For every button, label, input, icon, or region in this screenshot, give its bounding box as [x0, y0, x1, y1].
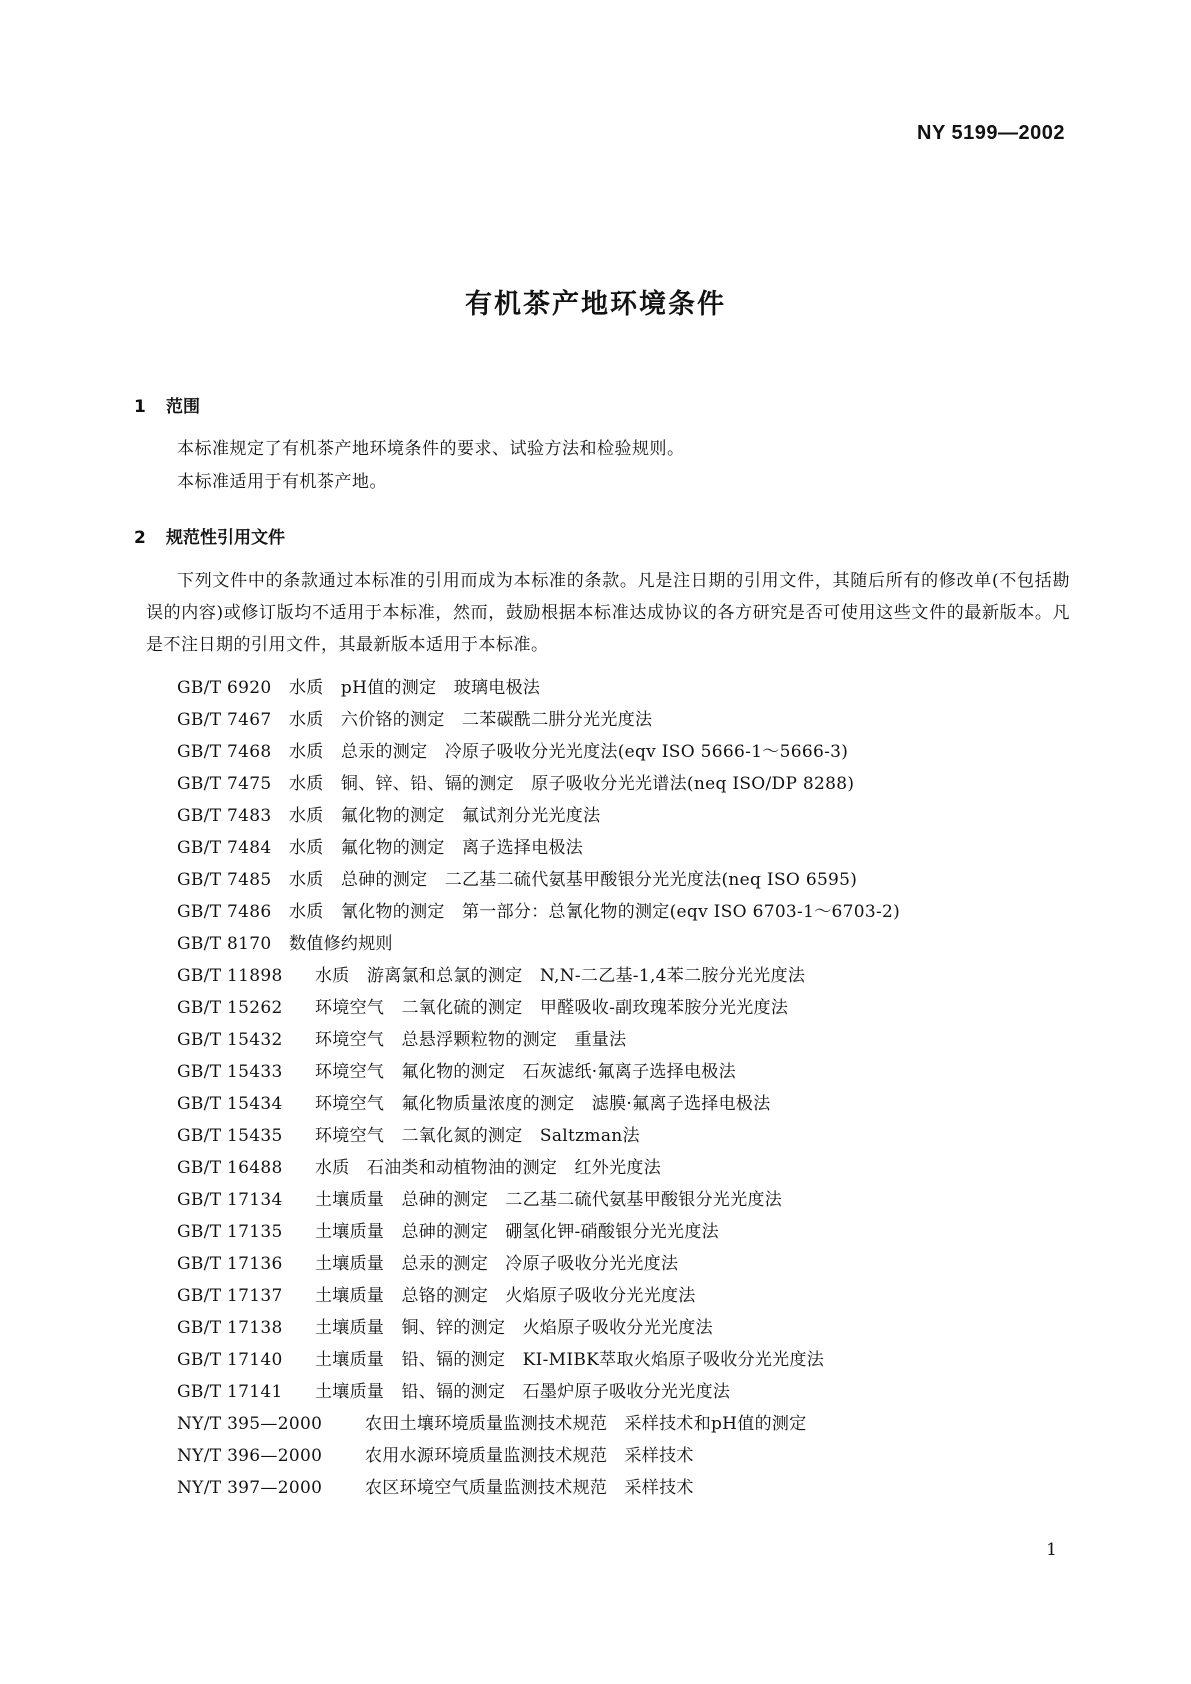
- reference-code: GB/T 17137: [177, 1286, 283, 1306]
- reference-title: 水质 游离氯和总氯的测定 N,N-二乙基-1,4苯二胺分光光度法: [315, 966, 806, 986]
- reference-item: [177, 1472, 900, 1504]
- reference-item: [177, 1408, 900, 1440]
- reference-title: 农田土壤环境质量监测技术规范 采样技术和pH值的测定: [365, 1414, 807, 1434]
- reference-title: 农区环境空气质量监测技术规范 采样技术: [365, 1478, 694, 1498]
- reference-code: GB/T 7475: [177, 774, 272, 794]
- reference-code: GB/T 11898: [177, 966, 283, 986]
- reference-item: [177, 1088, 900, 1120]
- reference-title: 土壤质量 铜、锌的测定 火焰原子吸收分光光度法: [315, 1318, 713, 1338]
- reference-item: [177, 672, 900, 704]
- reference-title: 数值修约规则: [289, 934, 393, 954]
- reference-code: GB/T 7486: [177, 902, 272, 922]
- reference-code: GB/T 7484: [177, 838, 272, 858]
- reference-item: [177, 1024, 900, 1056]
- section-title: 规范性引用文件: [166, 528, 285, 548]
- references-intro-paragraph: 下列文件中的条款通过本标准的引用而成为本标准的条款。凡是注日期的引用文件，其随后所有的修改单(不包括勘误的内容)或修订版均不适用于本标准，然而，鼓励根据本标准达成协议的各方研究是否可使用这些文件的最新版本。凡是不注日期的引用文件，其最新版本适用于本标准。: [146, 571, 1070, 655]
- reference-code: GB/T 8170: [177, 934, 272, 954]
- reference-code: NY/T 397—2000: [177, 1478, 323, 1498]
- reference-title: 水质 氰化物的测定 第一部分：总氰化物的测定(eqv ISO 6703-1～6703-2): [289, 902, 901, 922]
- reference-code: GB/T 6920: [177, 678, 272, 698]
- reference-code: GB/T 15434: [177, 1094, 283, 1114]
- page-number: 1: [1046, 1540, 1057, 1560]
- reference-item: [177, 864, 900, 896]
- standard-number: NY 5199—2002: [917, 122, 1065, 144]
- reference-item: [177, 1376, 900, 1408]
- reference-title: 水质 氟化物的测定 离子选择电极法: [289, 838, 584, 858]
- reference-code: GB/T 17135: [177, 1222, 283, 1242]
- section-heading-normative-references: [134, 523, 285, 548]
- reference-title: 环境空气 总悬浮颗粒物的测定 重量法: [315, 1030, 627, 1050]
- reference-code: NY/T 395—2000: [177, 1414, 323, 1434]
- reference-title: 水质 总汞的测定 冷原子吸收分光光度法(eqv ISO 5666-1～5666-3): [289, 742, 849, 762]
- reference-code: GB/T 15433: [177, 1062, 283, 1082]
- reference-title: 水质 pH值的测定 玻璃电极法: [289, 678, 541, 698]
- reference-code: GB/T 15262: [177, 998, 283, 1018]
- reference-item: [177, 1344, 900, 1376]
- reference-code: GB/T 16488: [177, 1158, 283, 1178]
- reference-title: 水质 六价铬的测定 二苯碳酰二肼分光光度法: [289, 710, 653, 730]
- reference-code: GB/T 17138: [177, 1318, 283, 1338]
- reference-title: 土壤质量 总铬的测定 火焰原子吸收分光光度法: [315, 1286, 696, 1306]
- section-heading-scope: [134, 392, 200, 417]
- reference-item: [177, 1120, 900, 1152]
- reference-item: [177, 1184, 900, 1216]
- reference-item: [177, 832, 900, 864]
- reference-list: [177, 672, 900, 1504]
- reference-code: GB/T 17141: [177, 1382, 283, 1402]
- reference-item: [177, 928, 900, 960]
- section-number: 2: [134, 528, 146, 548]
- reference-title: 土壤质量 铅、镉的测定 石墨炉原子吸收分光光度法: [315, 1382, 731, 1402]
- reference-item: [177, 704, 900, 736]
- reference-code: GB/T 7485: [177, 870, 272, 890]
- reference-title: 土壤质量 总砷的测定 硼氢化钾-硝酸银分光光度法: [315, 1222, 719, 1242]
- reference-title: 农用水源环境质量监测技术规范 采样技术: [365, 1446, 694, 1466]
- reference-title: 土壤质量 总汞的测定 冷原子吸收分光光度法: [315, 1254, 679, 1274]
- reference-item: [177, 1312, 900, 1344]
- reference-title: 环境空气 氟化物的测定 石灰滤纸·氟离子选择电极法: [315, 1062, 736, 1082]
- reference-code: GB/T 17134: [177, 1190, 283, 1210]
- reference-title: 水质 氟化物的测定 氟试剂分光光度法: [289, 806, 601, 826]
- reference-item: [177, 896, 900, 928]
- reference-title: 水质 总砷的测定 二乙基二硫代氨基甲酸银分光光度法(neq ISO 6595): [289, 870, 858, 890]
- scope-paragraph-2: 本标准适用于有机茶产地。: [177, 472, 387, 492]
- reference-title: 水质 石油类和动植物油的测定 红外光度法: [315, 1158, 661, 1178]
- scope-paragraph-1: 本标准规定了有机茶产地环境条件的要求、试验方法和检验规则。: [177, 439, 685, 459]
- reference-title: 水质 铜、锌、铅、镉的测定 原子吸收分光光谱法(neq ISO/DP 8288): [289, 774, 855, 794]
- reference-title: 环境空气 二氧化氮的测定 Saltzman法: [315, 1126, 640, 1146]
- reference-code: NY/T 396—2000: [177, 1446, 323, 1466]
- reference-title: 土壤质量 总砷的测定 二乙基二硫代氨基甲酸银分光光度法: [315, 1190, 783, 1210]
- reference-item: [177, 1216, 900, 1248]
- reference-code: GB/T 15435: [177, 1126, 283, 1146]
- reference-title: 环境空气 氟化物质量浓度的测定 滤膜·氟离子选择电极法: [315, 1094, 771, 1114]
- reference-item: [177, 1440, 900, 1472]
- reference-code: GB/T 7483: [177, 806, 272, 826]
- reference-code: GB/T 7468: [177, 742, 272, 762]
- reference-item: [177, 960, 900, 992]
- reference-code: GB/T 17140: [177, 1350, 283, 1370]
- section-number: 1: [134, 397, 146, 417]
- reference-item: [177, 736, 900, 768]
- reference-item: [177, 992, 900, 1024]
- reference-item: [177, 1248, 900, 1280]
- reference-code: GB/T 17136: [177, 1254, 283, 1274]
- reference-item: [177, 768, 900, 800]
- document-title: 有机茶产地环境条件: [465, 289, 726, 320]
- reference-title: 土壤质量 铅、镉的测定 KI-MIBK萃取火焰原子吸收分光光度法: [315, 1350, 825, 1370]
- reference-item: [177, 1280, 900, 1312]
- section-title: 范围: [166, 397, 200, 417]
- reference-item: [177, 1152, 900, 1184]
- reference-title: 环境空气 二氧化硫的测定 甲醛吸收-副玫瑰苯胺分光光度法: [315, 998, 789, 1018]
- reference-item: [177, 800, 900, 832]
- reference-code: GB/T 15432: [177, 1030, 283, 1050]
- reference-code: GB/T 7467: [177, 710, 272, 730]
- reference-item: [177, 1056, 900, 1088]
